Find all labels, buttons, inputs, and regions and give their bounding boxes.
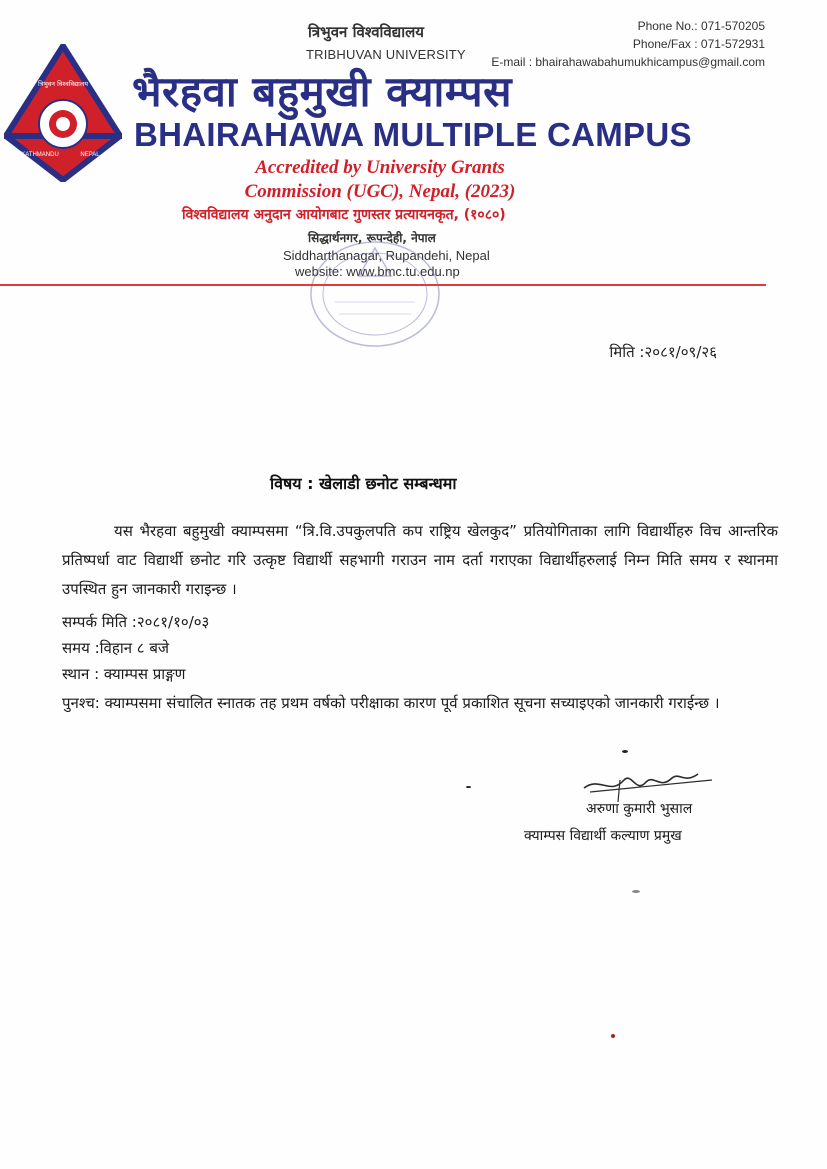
- phone-number: Phone No.: 071-570205: [637, 19, 765, 33]
- address-english: Siddharthanagar, Rupandehi, Nepal: [283, 248, 490, 263]
- phone-fax-number: Phone/Fax : 071-572931: [632, 37, 765, 51]
- email-address: E-mail : bhairahawabahumukhicampus@gmail.com: [491, 55, 765, 69]
- contact-date: सम्पर्क मिति :२०८१/१०/०३: [62, 613, 210, 631]
- accreditation-line-2: Commission (UGC), Nepal, (2023): [244, 181, 516, 202]
- campus-name-nepali: भैरहवा बहुमुखी क्याम्पस: [132, 67, 512, 116]
- university-logo: [4, 44, 122, 182]
- accreditation-line-1: Accredited by University Grants: [255, 157, 505, 178]
- scan-speck: [622, 750, 628, 753]
- letter-body: यस भैरहवा बहुमुखी क्याम्पसमा “त्रि.वि.उपकुलपति कप राष्ट्रिय खेलकुद” प्रतियोगिताका लागि विद्यार्थीहरु विच आन्तरिक प्रतिष्पर्धा वाट विद्यार्थी छनोट गरि उत्कृष्ट विद्यार्थी सहभागी गराउन नाम दर्ता गराएका विद्यार्थीहरुलाई निम्न मिति समय र स्थानमा उपस्थित हुन जानकारी गराइन्छ ।: [62, 522, 778, 598]
- website-url: website: www.bmc.tu.edu.np: [295, 264, 460, 279]
- scan-speck: [466, 786, 471, 788]
- postscript: पुनश्च: क्याम्पसमा संचालित स्नातक तह प्रथम वर्षको परीक्षाका कारण पूर्व प्रकाशित सूचना सच्याइएको जानकारी गराईन्छ ।: [62, 694, 720, 712]
- contact-block: [491, 17, 765, 69]
- logo-right-text: NEPAL: [80, 152, 100, 158]
- university-name-nepali: त्रिभुवन विश्वविद्यालय: [308, 23, 424, 41]
- meeting-venue: स्थान : क्याम्पस प्राङ्गण: [62, 665, 186, 683]
- header-divider: [0, 284, 766, 286]
- signer-title: क्याम्पस विद्यार्थी कल्याण प्रमुख: [524, 828, 682, 844]
- letter-subject: विषय : खेलाडी छनोट सम्बन्धमा: [270, 474, 457, 493]
- logo-top-text: त्रिभुवन विश्वविद्यालय: [37, 80, 89, 88]
- letter-date: मिति :२०८१/०९/२६: [609, 343, 717, 361]
- campus-name-english: BHAIRAHAWA MULTIPLE CAMPUS: [134, 116, 692, 153]
- signer-name: अरुणा कुमारी भुसाल: [586, 801, 693, 817]
- university-name-english: TRIBHUVAN UNIVERSITY: [306, 47, 466, 62]
- logo-left-text: KATHMANDU: [21, 152, 59, 158]
- meeting-time: समय :विहान ८ बजे: [62, 639, 170, 657]
- accreditation-english: [180, 156, 580, 204]
- scan-speck: [632, 890, 640, 893]
- address-nepali: सिद्धार्थनगर, रूपन्देही, नेपाल: [308, 231, 436, 245]
- accreditation-nepali: विश्वविद्यालय अनुदान आयोगबाट गुणस्तर प्रत्यायनकृत, (१०८०): [182, 207, 506, 223]
- scan-speck: [611, 1034, 615, 1038]
- official-stamp: [305, 232, 445, 352]
